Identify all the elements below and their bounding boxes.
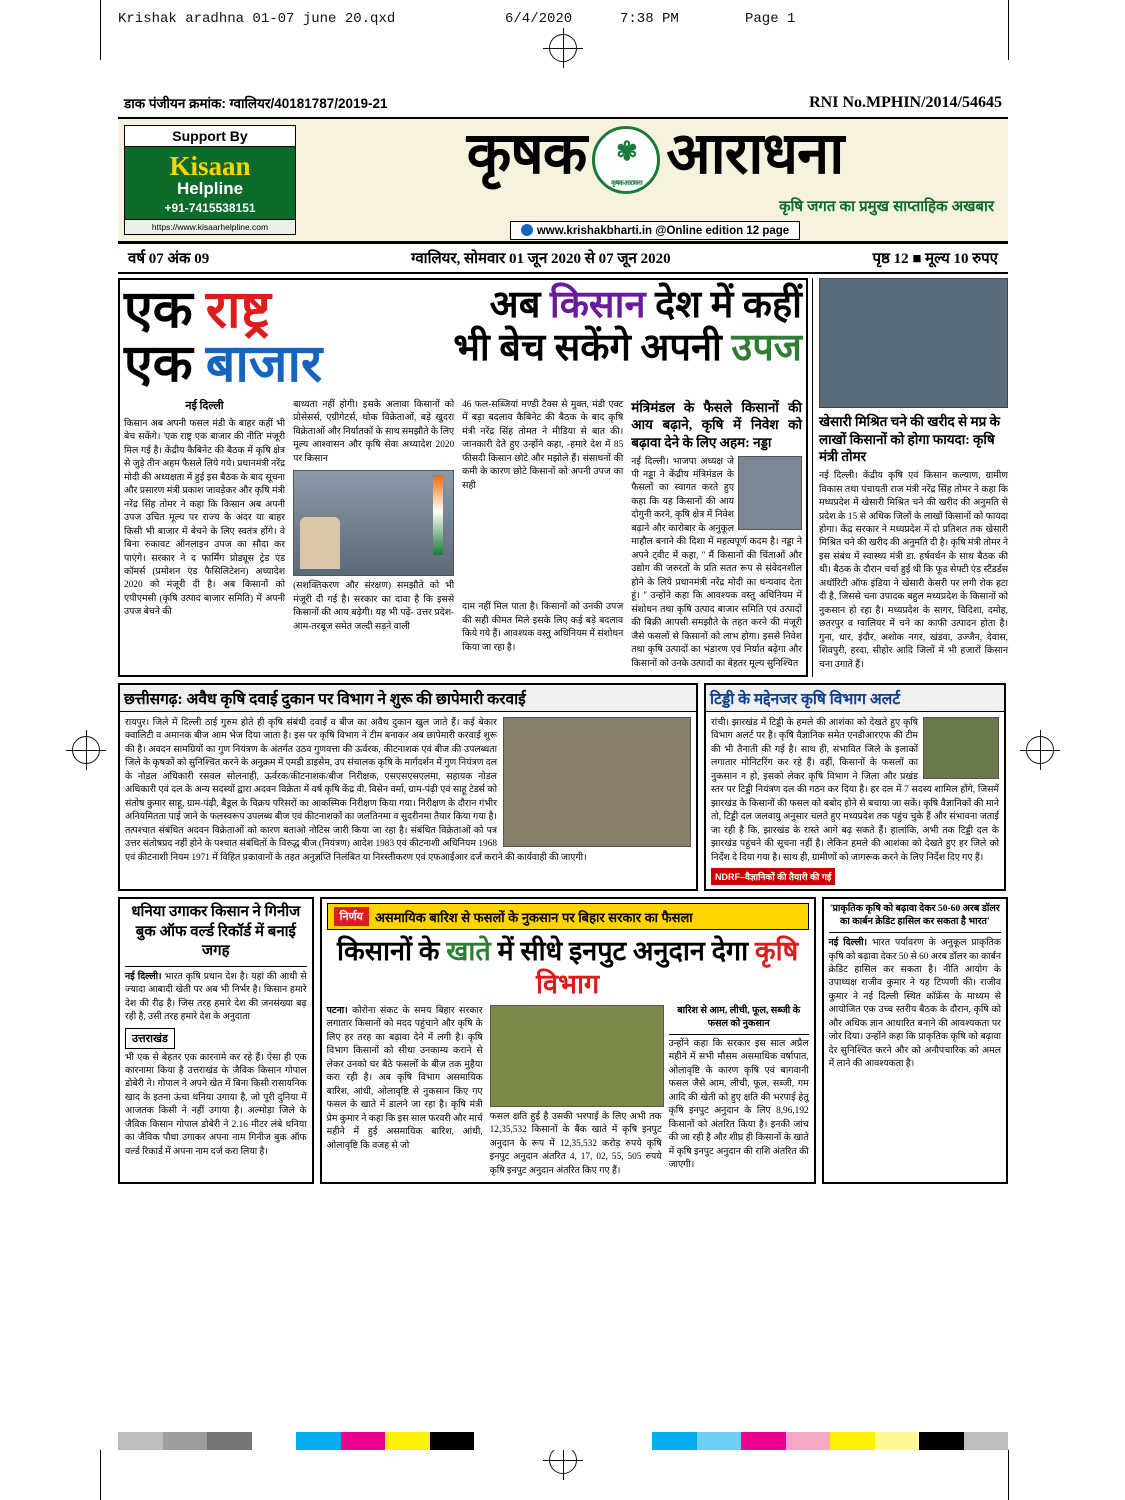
globe-icon xyxy=(521,224,533,236)
crop-mark xyxy=(100,0,101,60)
swatch xyxy=(875,1432,920,1450)
swatch xyxy=(519,1432,564,1450)
bihar-dateline: पटना। xyxy=(326,1005,348,1016)
bihar-col-2 xyxy=(490,1005,662,1178)
website-text: www.krishakbharti.in @Online edition 12 page xyxy=(536,224,790,237)
lead-headline-left xyxy=(124,281,409,394)
chhattisgarh-story xyxy=(118,683,698,891)
bh-c: में सीधे इनपुट अनुदान देगा xyxy=(490,936,755,967)
flag-icon xyxy=(433,475,443,555)
lead-col-3 xyxy=(462,399,623,671)
lead-story xyxy=(118,278,808,677)
paper-tagline: कृषि जगत का प्रमुख साप्ताहिक अखबार xyxy=(779,197,994,215)
headline-line1 xyxy=(124,281,409,339)
lead-col-2 xyxy=(293,399,454,671)
logo-emblem: ✾ xyxy=(615,136,637,166)
lead-headline-right xyxy=(409,284,802,393)
locust-photo xyxy=(923,717,999,779)
swatch xyxy=(741,1432,786,1450)
bihar-text-1: कोरोना संकट के समय बिहार सरकार लगातार किसानों को मदद पहुंचाने और कृषि के लिए हर तरह का बढ़ावा देने में लगी है। कृषि विभाग किसानों को सीधा उनकाम्य कराने से लेकर उनको घर बैठे फसलों के बीज तक मुहैया करा रही है। अब कृषि विभाग असमायिक बारिश, आंधी, ओलावृष्टि से नुकसान किए गए फसल के खाते में डालने जा रहा है। कृषि मंत्री प्रेम कुमार ने कहा कि इस साल फरवरी और मार्च महीने में हुई असमायिक बारिश, आंधी, ओलावृष्टि कि वजह से जो xyxy=(326,1005,483,1151)
lead-col1-text: किसान अब अपनी फसल मंडी के बाहर कहीं भी बेच सकेंगे। 'एक राष्ट्र एक बाजार की नीति' मंजूरी मिल गई है। केंद्रीय कैबिनेट की बैठक में कृषि क्षेत्र से जुड़े तीन अहम फैसले लिये गये। प्रधानमंत्री नरेंद्र मोदी की अध्यक्षता में हुई इस बैठक के बाद सूचना और प्रसारण मंत्री प्रकाश जावड़ेकर और कृषि मंत्री नरेंद्र सिंह तोमर ने कहा कि किसान अब अपनी उपज उचित मूल्य पर राज्य के अंदर या बाहर किसी भी बाजार में बेचने के लिए स्वतंत्र होंगे। वे बिना रुकावट ऑनलाइन उपज का सौदा कर पाएंगे। सरकार ने द फार्मिंग प्रोड्यूस ट्रेड एंड कॉमर्स (प्रमोशन एंड फैसिलिटेशन) अध्यादेश 2020 को मंजूरी दी है। अब किसानों को एपीएमसी (कृषि उत्पाद बाजार समिति) में अपनी उपज बेचने की xyxy=(124,418,286,618)
sponsor-name-line2: Helpline xyxy=(176,179,244,198)
sponsor-box xyxy=(124,125,296,235)
chhattisgarh-body: रायपुर। जिले में दिल्ली ठाई गुरुम होते ही कृषि संबंधी दवाई व बीज का अवैध दुकान खुल जाते हैं। कई बेकार क्वालिटी व अमानक बीज आम भेज दिया जाता है। इस पर कृषि विभाग ने टीम बनाकर अब छापेमारी करवाई शुरू की है। अवदन सामग्रियों का गुण नियंत्रण के अंतर्गत उठव गुणवत्ता की ऊर्वरक, कीटनाशक एवं बीज की उपलब्धता जिले के कृषकों को सुनिश्चित करने के अनुक्रम में एमडी डाइसेम, उप संचालक कृषि के मार्गदर्शन में गुण नियंत्रण दल के नोडल अधिकारी रसवल सोलनाही, ऊर्वरक/कीटनाशक/बीज निरीक्षक, एसएसएसएलमा, सहायक नोडल अधिकारी एवं दल के अन्य सदस्यों द्वारा अदवन विक्रेता में वर्ष कृषि केंद्र वी. विसेन वर्मा, ग्राम-पंढ़ी एवं साहू टेडर्स को संतोष कुमार साहू, ग्राम-पंढ़ी, बैडूल के विक्रय परिसरों का आकस्मिक निरीक्षण किया गया। निरीक्षण के दौरान गंभीर अनियमितता पाई जाने के फलस्वरूप उपलब्ध बीज एवं कीटनाशकों का जलतिनमा व सुदरीनमा तैयार किया गया है। तत्पश्चात संबंधित अदवन विक्रेताओं को कारण बताओ नोटिस जारी किया जा रहा है। संबंधित विक्रेताओं को पत्र उत्तर संतोषप्रद नहीं होने के पश्चात संबंधितों के विरुद्ध बीज (नियंत्रण) आदेश 1983 एवं कीटनाशी अधिनियम 1968 एवं कीटनाशी नियम 1971 में विहित प्रकावानों के तहत अनुज्ञप्ति निलंबित या निरस्तीकरण एवं एफआईआर दर्ज कराने की कार्यवाही की जाएगी। xyxy=(125,718,587,863)
lead-col2-text: बाध्यता नहीं होगी। इसके अलावा किसानों को प्रोसेसर्स, एग्रीगेटर्स, थोक विक्रेताओं, बड़े खुदरा विक्रेताओं और निर्यातकों के साथ समझौते के लिए मूल्य आश्वासन और कृषि सेवा अध्यादेश 2020 पर किसान xyxy=(293,399,455,464)
registration-mark xyxy=(1026,736,1054,764)
swatch xyxy=(652,1432,697,1450)
carbon-body xyxy=(829,937,1001,1072)
ndrf-caption: NDRF–वैज्ञानिकों की तैयारी की गई xyxy=(711,868,835,885)
print-page: Page 1 xyxy=(745,11,796,27)
masthead-title xyxy=(302,119,1008,241)
bottom-row xyxy=(118,897,1008,1184)
lead-dateline: नई दिल्ली xyxy=(185,399,224,412)
place-date: ग्वालियर, सोमवार 01 जून 2020 से 07 जून 2020 xyxy=(411,250,671,267)
bihar-headline xyxy=(327,935,809,1000)
headline-rashtra: राष्ट्र xyxy=(205,281,271,339)
swatch xyxy=(786,1432,831,1450)
logo-caption: कृषक आराधना xyxy=(611,179,642,187)
color-calibration-strip xyxy=(118,1432,1008,1450)
swatch xyxy=(163,1432,208,1450)
locust-story xyxy=(704,683,1006,891)
print-time: 7:38 PM xyxy=(620,11,679,27)
headline-line2 xyxy=(124,338,409,393)
volume-issue: वर्ष 07 अंक 09 xyxy=(128,250,210,267)
swatch xyxy=(252,1432,297,1450)
decision-tag: निर्णय xyxy=(334,907,369,926)
farmer-field-photo xyxy=(490,1005,664,1107)
headline-ek2: एक xyxy=(124,336,206,394)
lead-col-1 xyxy=(124,399,285,671)
crop-mark xyxy=(1008,1450,1009,1500)
hr2a: भी बेच सकेंगे अपनी xyxy=(453,327,732,370)
carbon-text: भारत पर्यावरण के अनुकूल प्राकृतिक कृषि को बढ़ावा देकर 50 से 60 अरब डॉलर का कार्बन क्रेडिट हासिल कर सकता है। नीति आयोग के उपाध्यक्ष राजीव कुमार ने यह टिप्पणी की। राजीव कुमार ने नई दिल्ली स्थित कॉफ्रेंस के माध्यम से आयोजित एक उच्च स्तरीय बैठक के दौरान, कृषि को और अधिक ज्ञान आधारित बनाने की आवश्यकता पर जोर दिया। उन्होंने कहा कि प्राकृतिक कृषि को बढ़ावा देर सुनिश्चित करने और को अनौपचारिक को अमल में लाने की आवश्यकता है। xyxy=(828,938,1001,1070)
registration-mark xyxy=(72,736,100,764)
hr1c: देश में कहीं xyxy=(645,283,802,326)
locust-heading: टिड्डी के मद्देनजर कृषि विभाग अलर्ट xyxy=(706,685,1004,712)
tomar-headline: खेसारी मिश्रित चने की खरीद से मप्र के लाखों किसानों को होगा फायदा: कृषि मंत्री तोमर xyxy=(819,413,1001,465)
hr1b: किसान xyxy=(549,283,646,326)
swatch xyxy=(341,1432,386,1450)
headline-right-line2 xyxy=(409,327,802,371)
swatch xyxy=(608,1432,653,1450)
pm-meeting-photo xyxy=(293,470,454,576)
bihar-story xyxy=(320,897,816,1184)
lead-headline xyxy=(124,281,802,394)
swatch xyxy=(207,1432,252,1450)
nadda-photo xyxy=(738,456,802,530)
registration-bar xyxy=(118,90,1008,119)
coriander-story xyxy=(118,897,314,1184)
lead-body xyxy=(124,399,802,671)
photo-figure xyxy=(300,517,340,569)
paper-title-left: कृषक xyxy=(466,121,587,186)
coriander-headline: धनिया उगाकर किसान ने गिनीज बुक ऑफ वर्ल्ड रिकॉर्ड में बनाई जगह xyxy=(125,903,307,967)
issue-bar xyxy=(118,242,1008,274)
mid-band xyxy=(118,683,1008,891)
swatch xyxy=(919,1432,964,1450)
decision-band xyxy=(327,903,809,930)
headline-bazaar: बाजार xyxy=(205,336,323,394)
left-zone xyxy=(118,278,808,677)
bihar-text-3: उन्होंने कहा कि सरकार इस साल अप्रैल महीने में सभी मौसम असमाधिक वर्षापात, ओलावृष्टि के कारण कृषि एवं बागवानी फसल जैसे आम, लीची, फूल, सब्जी, गम आदि की खेती को हुए क्षति की भरपाई हेतु कृषि इनपुट अनुदान के लिए 8,96,192 किसानों को अंतरित किया है। इनकी जांच की जा रही है और शीघ्र ही किसानों के खाते में कृषि इनपुट अनुदान की राशि अंतरित की जाएगी। xyxy=(668,1038,809,1171)
print-date: 6/4/2020 xyxy=(505,11,573,27)
print-filename: Krishak aradhna 01-07 june 20.qxd xyxy=(118,11,396,27)
headline-right-line1 xyxy=(409,284,802,328)
swatch xyxy=(964,1432,1009,1450)
lead-col2-text-b: (सशक्तिकरण और संरक्षण) समझौते को भी मंजूरी दी गई है। सरकार का दावा है कि इससे किसानों की आय बढ़ेगी। यह भी पढ़ें- उत्तर प्रदेश- आम-तरबूज समेत जल्दी सड़ने वाली xyxy=(293,581,455,632)
bihar-subhead: बारिश से आम, लीची, फूल, सब्जी के फसल को नुकसान xyxy=(669,1005,809,1035)
main-columns xyxy=(118,278,1008,677)
bihar-col-1 xyxy=(327,1005,483,1178)
right-zone xyxy=(812,278,1008,677)
coriander-body-1 xyxy=(125,971,307,1025)
headline-ek: एक xyxy=(124,281,206,339)
website-box[interactable] xyxy=(510,221,800,240)
lead-col-4 xyxy=(631,399,802,671)
coriander-body-2: भी एक से बेहतर एक कारनामे कर रहे हैं। ऐसा ही एक कारनामा किया है उत्तराखंड के जैविक किसान गोपाल डोबेरी ने। गोपाल ने अपने खेत में बिना किसी रासायनिक खाद के इतना ऊंचा धनिया उगाया है, जो पूरी दुनिया में आजतक किसी ने नहीं उगाया है। अल्मोड़ा जिले के जैविक किसान गोपाल डोबेरी ने 2.16 मीटर लंबे धनिया का जैविक पौधा उगाकर अपना नाम गिनीज बुक ऑफ वर्ल्ड रिकार्ड में अपना नाम दर्ज करा लिया है। xyxy=(125,1052,307,1157)
tomar-body: नई दिल्ली। केंद्रीय कृषि एवं किसान कल्याण, ग्रामीण विकास तथा पंचायती राज मंत्री नरेंद्र सिंह तोमर ने कहा कि मध्यप्रदेश में खेसारी मिश्रित चने की खरीद की अनुमति से प्रदेश के 15 से अधिक जिलों के लाखों किसानों को फायदा होगा। केंद्र सरकार ने मध्यप्रदेश में दो प्रतिशत तक खेसारी मिश्रित चने की खरीद की अनुमति दी है। कृषि मंत्री तोमर ने इस संबंध में स्वास्थ्य मंत्री डा. हर्षवर्धन के साथ बैठक की थी। बैठक के दौरान चर्चा हुई थी कि फूड सेफ्टी एंड स्टैंडर्डस अथॉरिटी ऑफ इंडिया ने खेसारी केसरी पर लगी रोक हटा दी है, जिससे चना उपादक बहुल मध्यप्रदेश के किसानों को नुकसान हो रहा है। मध्यप्रदेश के सागर, विदिशा, दमोह, छतरपुर व ग्वालियर में चने का काफी उत्पादन होता है। गुना, धार, इंदौर, अशोक नगर, खंडवा, उज्जैन, देवास, शिवपुरी, हरदा, सीहोर आदि जिलों में भी हजारों किसान चना उगाते हैं। xyxy=(819,471,1008,670)
nadda-headline: मंत्रिमंडल के फैसले किसानों की आय बढ़ाने, कृषि में निवेश को बढ़ावा देने के लिए अहम: नड्डा xyxy=(631,399,803,450)
paper-title-right: आराधना xyxy=(666,121,844,186)
carbon-headline: 'प्राकृतिक कृषि को बढ़ावा देकर 50-60 अरब डॉलर का कार्बन क्रेडिट हासिल कर सकता है भारत' xyxy=(829,903,1001,933)
nadda-text: नई दिल्ली। भाजपा अध्यक्ष जे पी नड्डा ने केंद्रीय मंत्रिमंडल के फैसलों का स्वागत करते हुए कहा कि यह किसानों की आय दोगुनी करने, कृषि क्षेत्र में निवेश बढ़ाने और कारोबार के अनुकूल माहौल बनाने की दिशा में महत्वपूर्ण कदम है। नड्डा ने अपने ट्वीट में कहा, '' मैं किसानों की चिंताओं और उद्योग की जरुरतों के प्रति सतत रूप से संवेदनशील होने के लिये प्रधानमंत्री नरेंद्र मोदी का धन्यवाद देता हूं। '' उन्होंने कहा कि आवश्यक वस्तु अधिनियम में संशोधन तथा कृषि उत्पाद बाजार समिति एवं उत्पादों की बिक्री आपसी समझौते के तहत करने की मंजूरी जैसे फसलों से किसानों को लाभ होगा। इससे निवेश तथा कृषि उत्पादों का भंडारण एवं निर्यात बढ़ेगा और किसानों को उनके उत्पादों का बेहतर मूल्य सुनिश्चित xyxy=(631,456,803,669)
registration-mark xyxy=(549,1446,577,1474)
support-by-label: Support By xyxy=(125,126,295,147)
swatch xyxy=(830,1432,875,1450)
crop-mark xyxy=(100,1450,101,1500)
registration-mark xyxy=(549,34,577,62)
locust-body: रांची। झारखंड में टिड्डी के हमले की आशंका को देखते हुए कृषि विभाग अलर्ट पर है। कृषि वैज्ञानिक समेत एनडीआरएफ की टीम की भी तैनाती की गई है। साथ ही, संभावित जिले के इलाकों लगातार मोनिटरिंग कर रहे हैं। वहीं, किसानों के फसलों का नुकसान न हो, इसको लेकर कृषि विभाग ने जिला और प्रखंड स्तर पर टिड्डी नियंत्रण दल की गठन कर दिया है। हर दल में 7 सदस्य शामिल होंगे, जिसमें झारखंड के किसानों की फसल को बबोद होने से बचाया जा सकें। कृषि वैज्ञानिकों की माने तो, टिड्डी दल जलवायु अनुसार चलते हुए मध्यप्रदेश तक पहुंच चुके हैं और संभावना जताई जा रही है कि, झारखंड के रास्ते आगे बढ़ सकते हैं। हालांकि, अभी तक टिड्डी दल के झारखंड पहुंचने की सूचना नहीं है। लेकिन हमले की आशंका को देखते हुए हर जिले को निर्देश दे दिया गया है। साथ ही, ग्रामीणों को जागरूक करने के लिए निर्देश दिए गए हैं। xyxy=(711,718,999,863)
pages-price: पृष्ठ 12 ■ मूल्य 10 रुपए xyxy=(872,250,998,267)
uttarakhand-badge: उत्तराखंड xyxy=(125,1028,175,1049)
lead-col3-text: 46 फल-सब्जियां मण्डी टैक्स से मुक्त, मंडी एक्ट में बड़ा बदलाव कैबिनेट की बैठक के बाद कृषि मंत्री नरेंद्र सिंह तोमत ने मीडिया से बात की। जानकारी देते हुए उन्होंने कहा, -हमारे देश में 85 फीसदी किसान छोटे और मझोले हैं। संसाधनों की कमी के कारण छोटे किसानों को अपनी उपज का सही xyxy=(462,399,624,491)
sponsor-url[interactable]: https://www.kisaarhelpline.com xyxy=(125,219,295,234)
sponsor-logo xyxy=(125,147,295,219)
swatch xyxy=(296,1432,341,1450)
postal-registration: डाक पंजीयन क्रमांक: ग्वालियर/40181787/2019-21 xyxy=(124,96,388,111)
chhattisgarh-heading: छत्तीसगढ़: अवैध कृषि दवाई दुकान पर विभाग ने शुरू की छापेमारी करवाई xyxy=(120,685,696,712)
masthead xyxy=(118,119,1008,242)
shop-raid-photo xyxy=(503,717,691,847)
coriander-text-1: भारत कृषि प्रधान देश है। यहां की आधी से ज्यादा आबादी खेती पर अब भी निर्भर है। किसान हमारे देश की रीढ़ है। जिस तरह हमारे देश की जनसंख्या बढ़ रही है, उसी तरह हमारे देश के अनुदाता xyxy=(125,971,307,1023)
paper-logo-icon xyxy=(592,126,660,194)
paper-title xyxy=(302,121,1008,194)
bihar-text-2: फसल क्षति हुई है उसकी भरपाई के लिए अभी तक 12,35,532 किसानों के बैंक खाते में कृषि इनपुट अनुदान के रूप में 12,35,532 करोड़ रुपये कृषि इनपुट अनुदान अंतरित 4, 17, 02, 55, 505 रुपये कृषि इनपुट अनुदान अंतरित किए गए हैं। xyxy=(489,1111,662,1176)
sponsor-phone: +91-7415538151 xyxy=(164,200,256,215)
bh-a: किसानों के xyxy=(337,936,447,967)
hr2b: उपज xyxy=(731,327,802,370)
hr1a: अब xyxy=(489,283,550,326)
decision-band-text: असमायिक बारिश से फसलों के नुकसान पर बिहार सरकार का फैसला xyxy=(374,909,693,925)
swatch xyxy=(474,1432,519,1450)
swatch xyxy=(385,1432,430,1450)
swatch xyxy=(563,1432,608,1450)
sponsor-name-line1: Kisaan xyxy=(169,151,251,181)
carbon-dateline: नई दिल्ली। xyxy=(828,938,868,949)
coriander-dateline: नई दिल्ली। xyxy=(125,971,162,982)
rni-number: RNI No.MPHIN/2014/54645 xyxy=(809,94,1002,111)
newspaper-page xyxy=(118,90,1008,1420)
swatch xyxy=(118,1432,163,1450)
swatch xyxy=(697,1432,742,1450)
bh-d: कृषि विभाग xyxy=(536,936,799,999)
tomar-photo xyxy=(819,278,1008,408)
lead-col3-text-b: दाम नहीं मिल पाता है। किसानों को उनकी उपज की सही कीमत मिले इसके लिए कई बड़े बदलाव किये गये हैं। आवश्यक वस्तु अधिनियम में संशोधन किया जा रहा है। xyxy=(462,602,624,653)
carbon-credit-story xyxy=(822,897,1008,1184)
bh-b: खाते xyxy=(446,936,491,967)
bihar-col-3 xyxy=(669,1005,809,1178)
crop-mark xyxy=(1008,0,1009,60)
swatch xyxy=(430,1432,475,1450)
